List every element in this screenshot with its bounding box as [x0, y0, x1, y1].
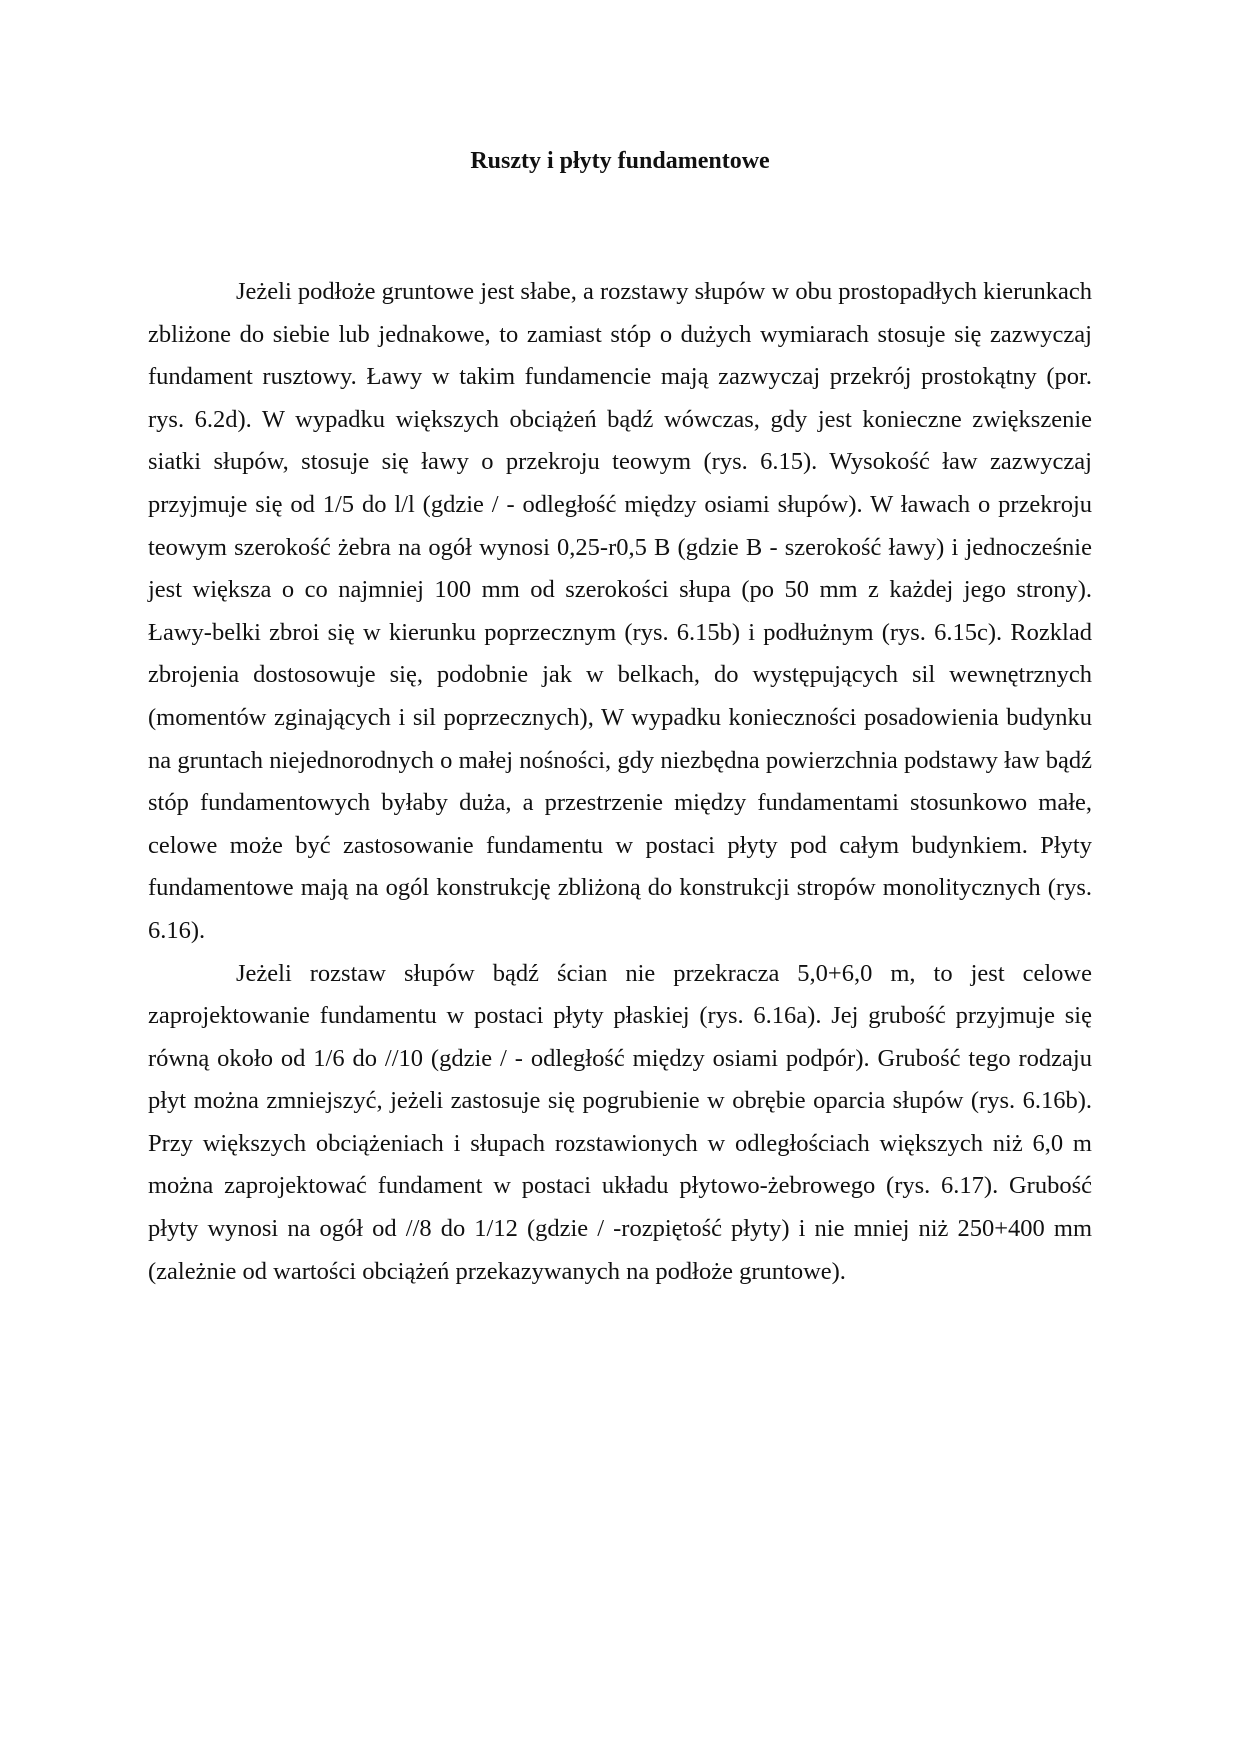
- paragraph-1: Jeżeli podłoże gruntowe jest słabe, a rozstawy słupów w obu prostopadłych kierunkach zbliżone do siebie lub jednakowe, to zamiast stóp o dużych wymiarach stosuje się zazwyczaj fundament rusztowy. Ławy w takim fundamencie mają zazwyczaj przekrój prostokątny (por. rys. 6.2d). W wypadku większych obciążeń bądź wówczas, gdy jest konieczne zwiększenie siatki słupów, stosuje się ławy o przekroju teowym (rys. 6.15). Wysokość ław zazwyczaj przyjmuje się od 1/5 do l/l (gdzie / - odległość między osiami słupów). W ławach o przekroju teowym szerokość żebra na ogół wynosi 0,25-r0,5 B (gdzie B - szerokość ławy) i jednocześnie jest większa o co najmniej 100 mm od szerokości słupa (po 50 mm z każdej jego strony). Ławy-belki zbroi się w kierunku poprzecznym (rys. 6.15b) i podłużnym (rys. 6.15c). Rozklad zbrojenia dostosowuje się, podobnie jak w belkach, do występujących sil wewnętrznych (momentów zginających i sil poprzecznych), W wypadku konieczności posadowienia budynku na gruntach niejednorodnych o małej nośności, gdy niezbędna powierzchnia podstawy ław bądź stóp fundamentowych byłaby duża, a przestrzenie między fundamentami stosunkowo małe, celowe może być zastosowanie fundamentu w postaci płyty pod całym budynkiem. Płyty fundamentowe mają na ogól konstrukcję zbliżoną do konstrukcji stropów monolitycznych (rys. 6.16).: [148, 278, 1092, 944]
- paragraph-2: Jeżeli rozstaw słupów bądź ścian nie przekracza 5,0+6,0 m, to jest celowe zaprojektowanie fundamentu w postaci płyty płaskiej (rys. 6.16a). Jej grubość przyjmuje się równą około od 1/6 do //10 (gdzie / - odległość między osiami podpór). Grubość tego rodzaju płyt można zmniejszyć, jeżeli zastosuje się pogrubienie w obrębie oparcia słupów (rys. 6.16b). Przy większych obciążeniach i słupach rozstawionych w odległościach większych niż 6,0 m można zaprojektować fundament w postaci układu płytowo-żebrowego (rys. 6.17). Grubość płyty wynosi na ogół od //8 do 1/12 (gdzie / -rozpiętość płyty) i nie mniej niż 250+400 mm (zależnie od wartości obciążeń przekazywanych na podłoże gruntowe).: [148, 959, 1092, 1285]
- document-body: [148, 271, 1092, 1293]
- page-title: Ruszty i płyty fundamentowe: [470, 148, 770, 174]
